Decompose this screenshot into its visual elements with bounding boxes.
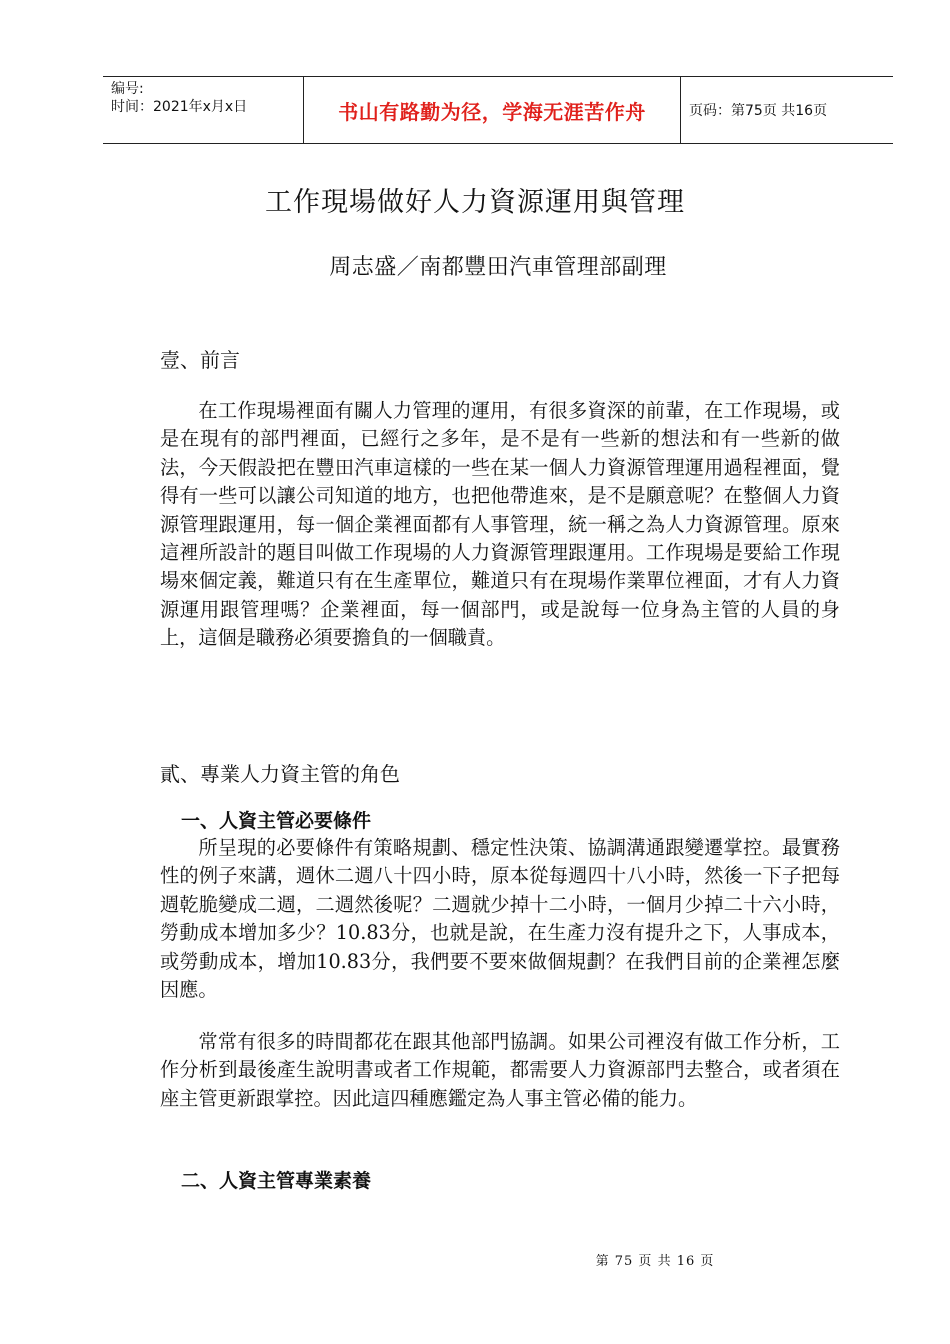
section-heading-preface: 壹、前言 [160,348,240,372]
page-footer: 第 75 页 共 16 页 [595,1254,715,1269]
paragraph-requirements-2: 常常有很多的時間都花在跟其他部門協調。如果公司裡沒有做工作分析，工作分析到最後產生說明書或者工作規範，都需要人力資源部門去整合，或者須在座主管更新跟掌控。因此這四種應鑑定為人事主管必備的能力。 [160,1030,840,1110]
subsection-heading-literacy: 二、人資主管專業素養 [181,1170,372,1192]
header-motto: 书山有路勤为径，学海无涯苦作舟 [304,77,681,143]
document-title: 工作現場做好人力資源運用與管理 [265,187,685,218]
header-meta [103,77,304,143]
paragraph-requirements-1: 所呈現的必要條件有策略規劃、穩定性決策、協調溝通跟變遷掌控。最實務性的例子來講，週休二週八十四小時，原本從每週四十八小時，然後一下子把每週乾脆變成二週，二週然後呢？二週就少掉十二小時，一個月少掉二十六小時，勞動成本增加多少？10.83分，也就是說，在生產力沒有提升之下，人事成本，或勞動成本，增加10.83分，我們要不要來做個規劃？在我們目前的企業裡怎麼因應。 [160,836,840,1002]
serial-label: 编号: [111,81,144,97]
section-heading-role: 貳、專業人力資主管的角色 [160,762,400,786]
header-page-info: 页码：第75页 共16页 [689,103,828,119]
subsection-heading-requirements: 一、人資主管必要條件 [181,810,372,832]
paragraph-preface: 在工作現場裡面有關人力管理的運用，有很多資深的前輩，在工作現場，或是在現有的部門裡面，已經行之多年，是不是有一些新的想法和有一些新的做法，今天假設把在豐田汽車這樣的一些在某一個人力資源管理運用過程裡面，覺得有一些可以讓公司知道的地方，也把他帶進來，是不是願意呢？在整個人力資源管理跟運用，每一個企業裡面都有人事管理，統一稱之為人力資源管理。原來這裡所設計的題目叫做工作現場的人力資源管理跟運用。工作現場是要給工作現場來個定義，難道只有在生產單位，難道只有在現場作業單位裡面，才有人力資源運用跟管理嗎？企業裡面，每一個部門，或是說每一位身為主管的人員的身上，這個是職務必須要擔負的一個職責。 [160,399,840,650]
document-subtitle: 周志盛／南都豐田汽車管理部副理 [329,255,667,280]
time-label: 时间：2021年x月x日 [111,99,248,115]
page-header [103,76,893,144]
